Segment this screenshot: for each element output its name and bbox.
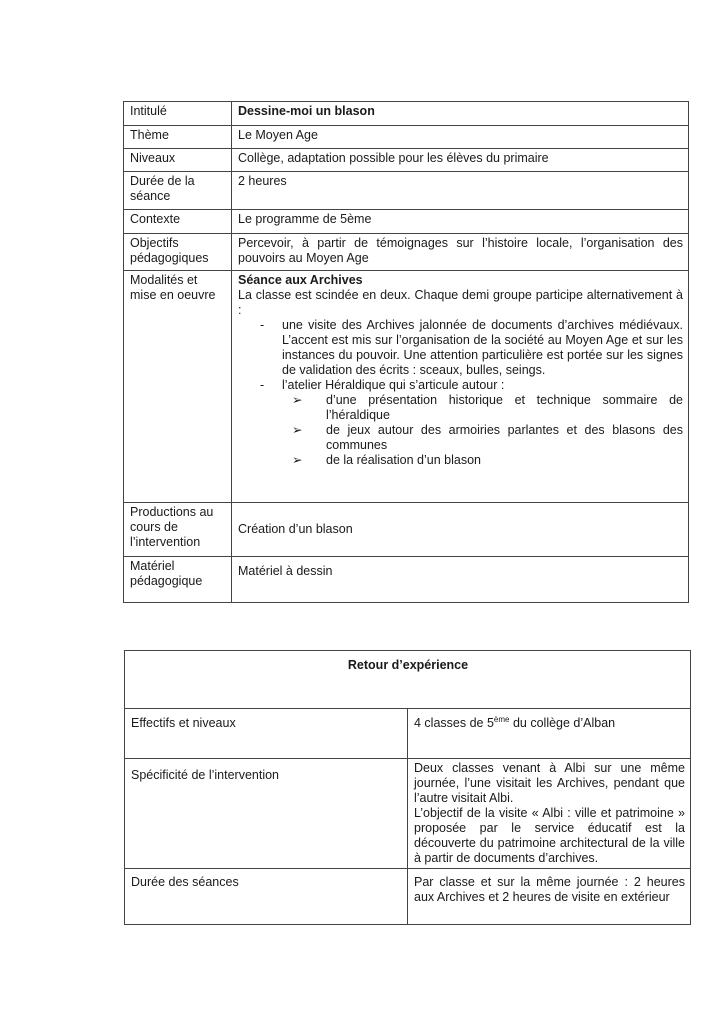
duree-value: Par classe et sur la même journée : 2 heures aux Archives et 2 heures de visite en extérieur xyxy=(408,869,691,925)
list-item xyxy=(260,378,683,468)
row-label: Effectifs et niveaux xyxy=(125,709,408,759)
table-row xyxy=(125,869,691,925)
list-item-text: d’une présentation historique et technique sommaire de l’héraldique xyxy=(326,393,683,422)
row-value: Collège, adaptation possible pour les élèves du primaire xyxy=(232,149,689,172)
table-row xyxy=(124,234,689,271)
row-label: Spécificité de l’intervention xyxy=(125,759,408,869)
modalites-heading: Séance aux Archives xyxy=(238,273,363,287)
arrow-bullet-icon: ➢ xyxy=(292,423,303,437)
row-label: Durée des séances xyxy=(125,869,408,925)
row-value: Création d’un blason xyxy=(232,503,689,557)
specificite-value xyxy=(408,759,691,869)
list-item xyxy=(292,393,683,423)
table-row xyxy=(125,759,691,869)
arrow-bullet-icon: ➢ xyxy=(292,393,303,407)
row-label: Durée de la séance xyxy=(124,172,232,210)
paragraph: L’objectif de la visite « Albi : ville et patrimoine » proposée par le service éducatif est la découverte du patrimoine architectural de la ville à partir de documents d’archives. xyxy=(414,806,685,865)
table-row xyxy=(125,651,691,709)
row-label: Intitulé xyxy=(124,102,232,126)
list-item: - une visite des Archives jalonnée de documents d’archives médiévaux. L’accent est mis sur l’organisation de la société au Moyen Age et sur les instances du pouvoir. Une attention particulière est portée sur les signes de validation des écrits : sceaux, bulles, seings. xyxy=(260,318,683,378)
retour-title: Retour d’expérience xyxy=(125,651,691,709)
row-value: Matériel à dessin xyxy=(232,557,689,603)
list-item-text: de la réalisation d’un blason xyxy=(326,453,481,467)
retour-table xyxy=(124,650,691,925)
atelier-sublist xyxy=(282,393,683,468)
row-label: Niveaux xyxy=(124,149,232,172)
row-value: 2 heures xyxy=(232,172,689,210)
intitule-value: Dessine-moi un blason xyxy=(232,102,689,126)
modalites-intro: La classe est scindée en deux. Chaque demi groupe participe alternativement à : xyxy=(238,288,683,317)
paragraph: Deux classes venant à Albi sur une même journée, l’une visitait les Archives, pendant que l’autre visitait Albi. xyxy=(414,761,685,805)
table-row xyxy=(124,149,689,172)
list-item xyxy=(292,453,683,468)
table-row xyxy=(124,557,689,603)
table-row xyxy=(125,709,691,759)
arrow-bullet-icon: ➢ xyxy=(292,453,303,467)
row-label: Contexte xyxy=(124,210,232,234)
row-value: Percevoir, à partir de témoignages sur l’histoire locale, l’organisation des pouvoirs au Moyen Age xyxy=(232,234,689,271)
effectifs-value xyxy=(408,709,691,759)
superscript: ème xyxy=(493,714,510,724)
table-row xyxy=(124,210,689,234)
row-label: Objectifs pédagogiques xyxy=(124,234,232,271)
row-value: Le Moyen Age xyxy=(232,126,689,149)
row-label: Thème xyxy=(124,126,232,149)
table-row xyxy=(124,503,689,557)
modalites-cell xyxy=(232,271,689,503)
effectifs-text: 4 classes de 5 xyxy=(414,716,494,730)
row-label: Modalités et mise en oeuvre xyxy=(124,271,232,503)
table-row xyxy=(124,172,689,210)
fiche-table xyxy=(123,101,689,603)
list-item-text: l’atelier Héraldique qui s’articule autour : xyxy=(282,378,505,392)
table-row xyxy=(124,102,689,126)
row-label: Productions au cours de l’intervention xyxy=(124,503,232,557)
effectifs-text: du collège d’Alban xyxy=(509,716,616,730)
row-value: Le programme de 5ème xyxy=(232,210,689,234)
table-row xyxy=(124,126,689,149)
list-item-text: de jeux autour des armoiries parlantes et des blasons des communes xyxy=(326,423,683,452)
row-label: Matériel pédagogique xyxy=(124,557,232,603)
modalites-list xyxy=(238,318,683,468)
list-item xyxy=(292,423,683,453)
table-row xyxy=(124,271,689,503)
